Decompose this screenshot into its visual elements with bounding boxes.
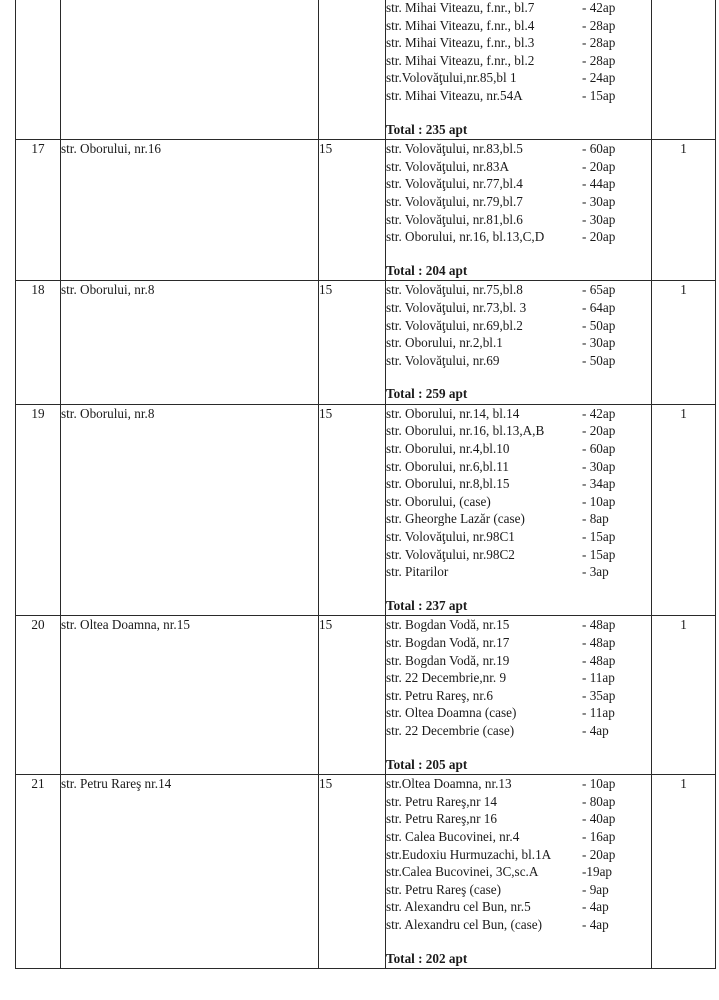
street-entry	[386, 228, 651, 246]
street-name: str. Oborului, nr.14, bl.14	[386, 405, 520, 421]
street-entry	[386, 546, 651, 564]
street-entry	[386, 687, 651, 705]
section-count: 1	[652, 404, 716, 616]
polling-address: str. Oborului, nr.8	[61, 404, 319, 616]
section-count: 1	[652, 140, 716, 281]
street-entry	[386, 528, 651, 546]
row-number: 21	[16, 775, 61, 969]
street-name: str. Oltea Doamna (case)	[386, 705, 517, 721]
street-name: str. Petru Rareş, nr.6	[386, 687, 493, 703]
street-name: str. Volovăţului, nr.73,bl. 3	[386, 299, 527, 315]
street-entry	[386, 616, 651, 634]
row-number: 20	[16, 616, 61, 775]
apartment-count: - 34ap	[582, 476, 616, 492]
row-number: 19	[16, 404, 61, 616]
street-entry	[386, 475, 651, 493]
street-name: str. Mihai Viteazu, f.nr., bl.2	[386, 52, 535, 68]
street-entry	[386, 158, 651, 176]
street-entry	[386, 317, 651, 335]
street-name: str. Mihai Viteazu, f.nr., bl.3	[386, 35, 535, 51]
street-name: str. Calea Bucovinei, nr.4	[386, 828, 520, 844]
capacity: 15	[319, 404, 386, 616]
street-entry	[386, 405, 651, 423]
capacity: 15	[319, 616, 386, 775]
street-name: str. Oborului, nr.16, bl.13,A,B	[386, 423, 545, 439]
street-name: str. Oborului, (case)	[386, 493, 491, 509]
street-name: str. Petru Rareş (case)	[386, 881, 501, 897]
street-entry	[386, 334, 651, 352]
polling-address: str. Petru Rareş nr.14	[61, 775, 319, 969]
row-number: 17	[16, 140, 61, 281]
apartment-count: - 8ap	[582, 511, 609, 527]
street-entry	[386, 140, 651, 158]
apartment-count: - 60ap	[582, 441, 616, 457]
apartment-count: - 60ap	[582, 141, 616, 157]
street-entry	[386, 563, 651, 581]
total-apartments: Total : 237 apt	[386, 597, 468, 613]
street-list	[386, 775, 652, 969]
street-entry	[386, 440, 651, 458]
street-list	[386, 0, 652, 140]
apartment-count: - 28ap	[582, 52, 616, 68]
street-name: str. Volovăţului, nr.98C2	[386, 546, 515, 562]
table-row	[16, 404, 716, 616]
apartment-count: - 10ap	[582, 493, 616, 509]
street-name: str. Oborului, nr.6,bl.11	[386, 458, 509, 474]
apartment-count: - 65ap	[582, 282, 616, 298]
street-name: str. Volovăţului, nr.77,bl.4	[386, 176, 523, 192]
table-row	[16, 775, 716, 969]
street-name: str. 22 Decembrie (case)	[386, 722, 515, 738]
apartment-count: - 20ap	[582, 158, 616, 174]
street-entry	[386, 299, 651, 317]
street-name: str. Oborului, nr.2,bl.1	[386, 335, 503, 351]
apartment-count: - 44ap	[582, 176, 616, 192]
street-entry	[386, 193, 651, 211]
apartment-count: - 30ap	[582, 335, 616, 351]
row-number: 18	[16, 281, 61, 405]
table-row	[16, 281, 716, 405]
street-entry	[386, 211, 651, 229]
street-entry	[386, 775, 651, 793]
street-name: str.Calea Bucovinei, 3C,sc.A	[386, 864, 539, 880]
apartment-count: - 40ap	[582, 811, 616, 827]
street-name: str. Bogdan Vodă, nr.19	[386, 652, 510, 668]
polling-address	[61, 0, 319, 140]
street-name: str. Volovăţului, nr.83,bl.5	[386, 141, 523, 157]
street-entry	[386, 652, 651, 670]
apartment-count: - 9ap	[582, 881, 609, 897]
street-name: str.Volovăţului,nr.85,bl 1	[386, 70, 517, 86]
apartment-count: - 28ap	[582, 35, 616, 51]
street-entry	[386, 458, 651, 476]
street-list	[386, 616, 652, 775]
apartment-count: - 42ap	[582, 405, 616, 421]
polling-address: str. Oborului, nr.16	[61, 140, 319, 281]
apartment-count: - 48ap	[582, 635, 616, 650]
street-entry	[386, 810, 651, 828]
total-apartments: Total : 235 apt	[386, 121, 468, 137]
apartment-count: -19ap	[582, 864, 613, 880]
street-list	[386, 281, 652, 405]
street-entry	[386, 863, 651, 881]
apartment-count: - 20ap	[582, 846, 616, 862]
apartment-count: - 24ap	[582, 70, 616, 86]
capacity: 15	[319, 140, 386, 281]
street-name: str. Mihai Viteazu, f.nr., bl.7	[386, 0, 535, 15]
street-name: str. Volovăţului, nr.69,bl.2	[386, 317, 523, 333]
street-entry	[386, 69, 651, 87]
section-count	[652, 0, 716, 140]
street-name: str. Alexandru cel Bun, (case)	[386, 916, 543, 932]
street-entry	[386, 352, 651, 370]
street-name: str. Volovăţului, nr.98C1	[386, 529, 515, 545]
street-name: str. Alexandru cel Bun, nr.5	[386, 899, 531, 915]
street-entry	[386, 704, 651, 722]
total-apartments: Total : 205 apt	[386, 756, 468, 772]
capacity: 15	[319, 281, 386, 405]
street-entry	[386, 722, 651, 740]
street-name: str. Gheorghe Lazăr (case)	[386, 511, 525, 527]
apartment-count: - 48ap	[582, 617, 616, 633]
street-entry	[386, 422, 651, 440]
apartment-count: - 4ap	[582, 899, 609, 915]
street-name: str.Eudoxiu Hurmuzachi, bl.1A	[386, 846, 552, 862]
street-entry	[386, 669, 651, 687]
street-name: str. Bogdan Vodă, nr.15	[386, 617, 510, 633]
apartment-count: - 30ap	[582, 211, 616, 227]
section-count: 1	[652, 775, 716, 969]
street-entry	[386, 87, 651, 105]
apartment-count: - 30ap	[582, 458, 616, 474]
street-entry	[386, 493, 651, 511]
street-entry	[386, 634, 651, 652]
apartment-count: - 16ap	[582, 828, 616, 844]
capacity	[319, 0, 386, 140]
apartment-count: - 64ap	[582, 299, 616, 315]
street-entry	[386, 34, 651, 52]
apartment-count: - 35ap	[582, 687, 616, 703]
street-name: str. 22 Decembrie,nr. 9	[386, 670, 507, 686]
street-entry	[386, 898, 651, 916]
apartment-count: - 10ap	[582, 776, 616, 792]
apartment-count: - 42ap	[582, 0, 616, 15]
apartment-count: - 80ap	[582, 793, 616, 809]
allocation-table	[15, 0, 716, 969]
row-number	[16, 0, 61, 140]
street-name: str. Mihai Viteazu, nr.54A	[386, 87, 523, 103]
section-count: 1	[652, 616, 716, 775]
apartment-count: - 15ap	[582, 546, 616, 562]
apartment-count: - 20ap	[582, 229, 616, 245]
polling-address: str. Oltea Doamna, nr.15	[61, 616, 319, 775]
street-entry	[386, 0, 651, 17]
apartment-count: - 48ap	[582, 652, 616, 668]
apartment-count: - 3ap	[582, 564, 609, 580]
total-apartments: Total : 202 apt	[386, 950, 468, 966]
street-entry	[386, 916, 651, 934]
street-name: str. Volovăţului, nr.69	[386, 352, 500, 368]
street-name: str. Petru Rareş,nr 16	[386, 811, 497, 827]
capacity: 15	[319, 775, 386, 969]
street-entry	[386, 881, 651, 899]
street-entry	[386, 510, 651, 528]
street-name: str. Petru Rareş,nr 14	[386, 793, 497, 809]
street-entry	[386, 281, 651, 299]
street-list	[386, 404, 652, 616]
street-name: str. Volovăţului, nr.81,bl.6	[386, 211, 523, 227]
street-name: str. Mihai Viteazu, f.nr., bl.4	[386, 17, 535, 33]
street-name: str.Oltea Doamna, nr.13	[386, 776, 512, 792]
street-list	[386, 140, 652, 281]
apartment-count: - 11ap	[582, 670, 615, 686]
apartment-count: - 15ap	[582, 87, 616, 103]
street-entry	[386, 52, 651, 70]
apartment-count: - 28ap	[582, 17, 616, 33]
street-name: str. Oborului, nr.4,bl.10	[386, 441, 510, 457]
section-count: 1	[652, 281, 716, 405]
polling-address: str. Oborului, nr.8	[61, 281, 319, 405]
street-name: str. Volovăţului, nr.79,bl.7	[386, 193, 523, 209]
apartment-count: - 30ap	[582, 193, 616, 209]
apartment-count: - 4ap	[582, 722, 609, 738]
street-name: str. Oborului, nr.8,bl.15	[386, 476, 510, 492]
apartment-count: - 15ap	[582, 529, 616, 545]
street-entry	[386, 17, 651, 35]
street-name: str. Bogdan Vodă, nr.17	[386, 635, 510, 650]
street-entry	[386, 793, 651, 811]
apartment-count: - 4ap	[582, 916, 609, 932]
apartment-count: - 50ap	[582, 352, 616, 368]
street-entry	[386, 828, 651, 846]
street-name: str. Volovăţului, nr.83A	[386, 158, 509, 174]
street-name: str. Oborului, nr.16, bl.13,C,D	[386, 229, 545, 245]
total-apartments: Total : 204 apt	[386, 262, 468, 278]
street-entry	[386, 846, 651, 864]
street-name: str. Volovăţului, nr.75,bl.8	[386, 282, 523, 298]
table-row	[16, 0, 716, 140]
street-entry	[386, 175, 651, 193]
apartment-count: - 11ap	[582, 705, 615, 721]
table-row	[16, 616, 716, 775]
street-name: str. Pitarilor	[386, 564, 449, 580]
apartment-count: - 20ap	[582, 423, 616, 439]
table-row	[16, 140, 716, 281]
table-body	[16, 0, 716, 969]
apartment-count: - 50ap	[582, 317, 616, 333]
total-apartments: Total : 259 apt	[386, 386, 468, 402]
